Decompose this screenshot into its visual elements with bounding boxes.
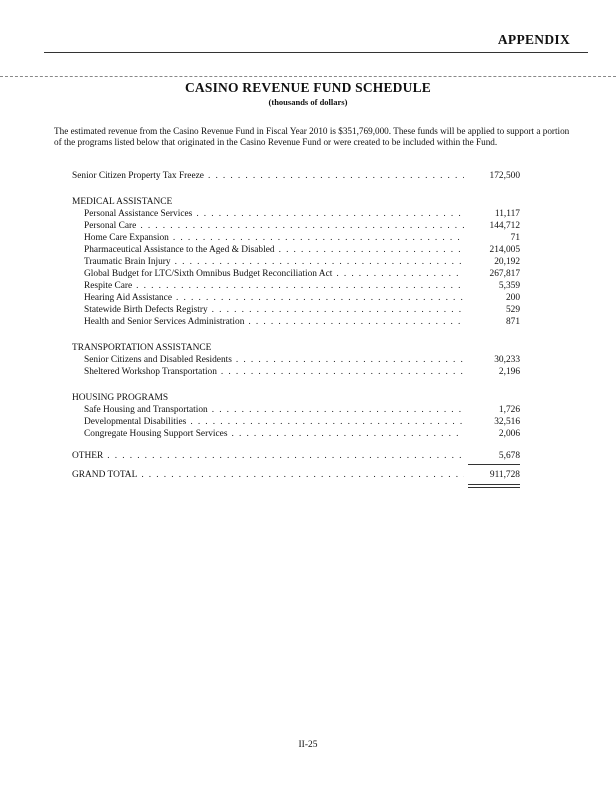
- row-value: 5,359: [498, 281, 520, 291]
- medical-row: [72, 232, 520, 244]
- row-value: 30,233: [494, 355, 520, 365]
- section-heading-housing: HOUSING PROGRAMS: [72, 393, 169, 403]
- dot-leader: [175, 256, 464, 268]
- medical-row: [72, 244, 520, 256]
- dot-leader: [336, 268, 464, 280]
- row-value: 20,192: [494, 257, 520, 267]
- row-value: 214,005: [489, 245, 520, 255]
- header-rule: [44, 52, 588, 53]
- double-underline: [468, 484, 520, 490]
- row-value: 871: [505, 317, 520, 327]
- row-value: 144,712: [489, 221, 520, 231]
- schedule-table: [72, 170, 520, 490]
- page-number: II-25: [298, 740, 318, 750]
- medical-row: [72, 220, 520, 232]
- medical-row: [72, 256, 520, 268]
- medical-row: [72, 208, 520, 220]
- row-value: 200: [505, 293, 520, 303]
- housing-row: [72, 416, 520, 428]
- row-label: Hearing Aid Assistance: [84, 293, 173, 303]
- dot-leader: [236, 354, 464, 366]
- dot-leader: [196, 208, 464, 220]
- dot-leader: [176, 292, 464, 304]
- dot-leader: [248, 316, 464, 328]
- medical-row: [72, 292, 520, 304]
- transportation-row: [72, 366, 520, 378]
- dot-leader: [212, 304, 464, 316]
- housing-row: [72, 404, 520, 416]
- dot-leader: [140, 220, 464, 232]
- section-heading-transportation: TRANSPORTATION ASSISTANCE: [72, 343, 212, 353]
- dot-leader: [279, 244, 464, 256]
- grand-total-row: [72, 469, 520, 481]
- row-value: 2,196: [498, 367, 520, 377]
- row-label: Respite Care: [84, 281, 133, 291]
- row-value: 11,117: [494, 209, 520, 219]
- row-label: GRAND TOTAL: [72, 470, 138, 480]
- row-value: 911,728: [489, 470, 520, 480]
- dot-leader: [173, 232, 464, 244]
- appendix-header: APPENDIX: [497, 32, 570, 47]
- row-label: Developmental Disabilities: [84, 417, 187, 427]
- row-label: Personal Assistance Services: [84, 209, 193, 219]
- freeze-row: [72, 170, 520, 182]
- row-value: 2,006: [498, 429, 520, 439]
- dot-leader: [212, 404, 464, 416]
- dot-leader: [190, 416, 464, 428]
- page-subtitle: (thousands of dollars): [268, 97, 348, 107]
- row-label: Traumatic Brain Injury: [84, 257, 171, 267]
- page-title: CASINO REVENUE FUND SCHEDULE: [184, 80, 431, 95]
- medical-row: [72, 268, 520, 280]
- row-label: Congregate Housing Support Services: [84, 429, 228, 439]
- dashed-divider: [0, 76, 616, 77]
- transportation-row: [72, 354, 520, 366]
- row-label: Sheltered Workshop Transportation: [84, 367, 217, 377]
- medical-row: [72, 280, 520, 292]
- section-heading-medical: MEDICAL ASSISTANCE: [72, 197, 173, 207]
- dot-leader: [221, 366, 464, 378]
- row-label: Home Care Expansion: [84, 233, 169, 243]
- dot-leader: [107, 450, 464, 462]
- row-label: Safe Housing and Transportation: [84, 405, 208, 415]
- housing-row: [72, 428, 520, 440]
- dot-leader: [136, 280, 464, 292]
- intro-paragraph: The estimated revenue from the Casino Revenue Fund in Fiscal Year 2010 is $351,769,000. These funds will be applied to support a portion of the programs listed below that originated in the Casino Revenue Fund or were created to be included within the Fund.: [54, 126, 570, 147]
- row-value: 172,500: [489, 171, 520, 181]
- row-label: Health and Senior Services Administration: [84, 317, 245, 327]
- row-label: Statewide Birth Defects Registry: [84, 305, 208, 315]
- medical-row: [72, 304, 520, 316]
- subtotal-rule: [468, 464, 520, 465]
- row-value: 529: [505, 305, 520, 315]
- dot-leader: [208, 170, 464, 182]
- row-value: 71: [510, 233, 520, 243]
- row-label: Senior Citizens and Disabled Residents: [84, 355, 232, 365]
- row-label: Personal Care: [84, 221, 137, 231]
- other-row: [72, 450, 520, 462]
- row-label: OTHER: [72, 451, 104, 461]
- row-value: 5,678: [498, 451, 520, 461]
- row-value: 32,516: [494, 417, 520, 427]
- row-value: 1,726: [498, 405, 520, 415]
- row-label: Pharmaceutical Assistance to the Aged & Disabled: [84, 245, 275, 255]
- row-label: Senior Citizen Property Tax Freeze: [72, 171, 204, 181]
- medical-row: [72, 316, 520, 328]
- row-label: Global Budget for LTC/Sixth Omnibus Budget Reconciliation Act: [84, 269, 333, 279]
- dot-leader: [231, 428, 464, 440]
- dot-leader: [141, 469, 464, 481]
- row-value: 267,817: [489, 269, 520, 279]
